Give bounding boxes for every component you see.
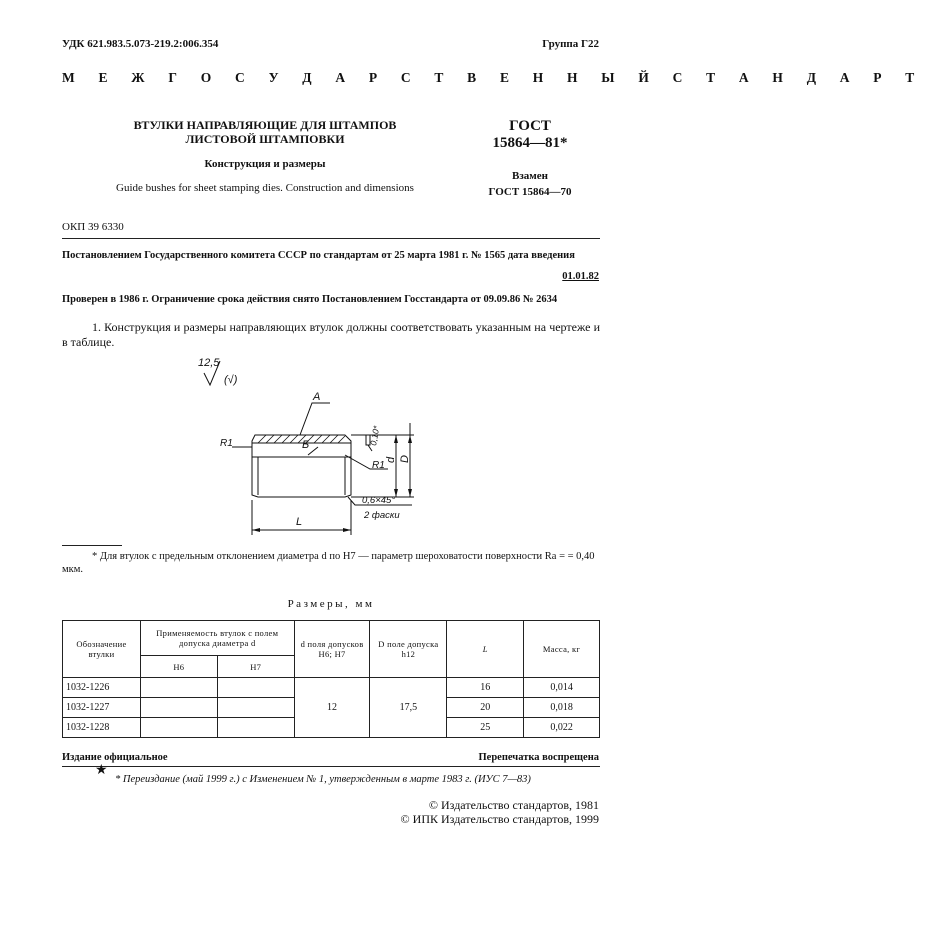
- gost-number: 15864—81*: [492, 135, 568, 151]
- cell-h6: [140, 698, 217, 718]
- replaces-number: ГОСТ 15864—70: [488, 186, 572, 198]
- label-chamfer-count: 2 фаски: [364, 510, 400, 521]
- cell-L: 25: [447, 718, 524, 738]
- table-row: [63, 678, 600, 698]
- footnote: * Для втулок с предельным отклонением диаметра d по Н7 — параметр шероховатости поверхности Ra = = 0,40 мкм.: [62, 551, 595, 575]
- footer-divider: [62, 766, 600, 767]
- cell-L: 20: [447, 698, 524, 718]
- standard-type: М Е Ж Г О С У Д А Р С Т В Е Н Н Ы Й С Т А Н Д А Р Т: [62, 70, 925, 85]
- title-line-2: ЛИСТОВОЙ ШТАМПОВКИ: [185, 132, 345, 146]
- label-r1-left: R1: [220, 438, 233, 449]
- cell-d-value: 12: [294, 678, 370, 738]
- leader-b: [308, 447, 318, 455]
- okp-code: ОКП 39 6330: [62, 221, 124, 233]
- bush-drawing: [190, 355, 430, 545]
- cell-h6: [140, 678, 217, 698]
- roughness-value: 12,5: [198, 357, 220, 369]
- header-applicability: Применяемость втулок с полем допуска диаметра d: [140, 621, 294, 656]
- group-code: Группа Г22: [542, 38, 599, 50]
- footnote-divider: [62, 545, 122, 546]
- cell-designation: 1032-1227: [63, 698, 141, 718]
- label-r1-right: R1: [372, 460, 385, 471]
- table-caption: Размеры, мм: [287, 598, 375, 610]
- copyright-1: © Издательство стандартов, 1981: [428, 798, 599, 812]
- label-b: Б: [302, 439, 310, 451]
- reprint-label: Перепечатка воспрещена: [478, 752, 599, 763]
- cell-h7: [217, 698, 294, 718]
- cell-h7: [217, 678, 294, 698]
- label-D: D: [399, 455, 411, 463]
- label-tolerance: 0,10*: [368, 425, 382, 447]
- cell-L: 16: [447, 678, 524, 698]
- date-introduced: 01.01.82: [562, 271, 599, 282]
- title-line-1: ВТУЛКИ НАПРАВЛЯЮЩИЕ ДЛЯ ШТАМПОВ: [133, 118, 397, 132]
- label-L: L: [296, 516, 303, 528]
- label-chamfer: 0,6×45°: [362, 495, 396, 506]
- cell-h7: [217, 718, 294, 738]
- label-d: d: [385, 456, 397, 463]
- checked-text: Проверен в 1986 г. Ограничение срока действия снято Постановлением Госстандарта от 09.09.86 № 2634: [62, 294, 558, 305]
- header-h6: Н6: [140, 656, 217, 678]
- copyright-2: © ИПК Издательство стандартов, 1999: [400, 812, 599, 826]
- replaces-block: [470, 168, 590, 200]
- divider: [62, 238, 600, 239]
- udk-code: УДК 621.983.5.073-219.2:006.354: [62, 38, 219, 50]
- roughness-paren: (√): [224, 374, 238, 386]
- edition-label: Издание официальное: [62, 752, 168, 763]
- cell-mass: 0,014: [524, 678, 600, 698]
- dimensions-table: [62, 620, 600, 738]
- header-L: L: [447, 621, 524, 678]
- decree-text: Постановлением Государственного комитета СССР по стандартам от 25 марта 1981 г. № 1565 дата введения: [62, 250, 575, 261]
- reissue-note: * Переиздание (май 1999 г.) с Изменением № 1, утвержденным в марте 1983 г. (ИУС 7—83): [115, 774, 531, 785]
- copyright-block: [299, 798, 599, 826]
- cell-mass: 0,018: [524, 698, 600, 718]
- header-h7: Н7: [217, 656, 294, 678]
- label-a: A: [313, 391, 321, 403]
- english-title: Guide bushes for sheet stamping dies. Construction and dimensions: [116, 182, 414, 194]
- cell-h6: [140, 718, 217, 738]
- header-mass: Масса, кг: [524, 621, 600, 678]
- document-subtitle: Конструкция и размеры: [204, 158, 326, 170]
- header-d: d поля допусков Н6; Н7: [294, 621, 370, 678]
- gost-label: ГОСТ: [509, 118, 551, 134]
- header-D: D поле допуска h12: [370, 621, 447, 678]
- cell-designation: 1032-1226: [63, 678, 141, 698]
- star-icon: ★: [95, 763, 108, 778]
- header-designation: Обозначение втулки: [63, 621, 141, 678]
- paragraph-1: 1. Конструкция и размеры направляющих втулок должны соответствовать указанным на чертеже и в таблице.: [62, 320, 600, 349]
- cell-mass: 0,022: [524, 718, 600, 738]
- replaces-label: Взамен: [512, 170, 548, 182]
- gost-block: [470, 118, 590, 152]
- cell-designation: 1032-1228: [63, 718, 141, 738]
- leader-a: [300, 403, 330, 435]
- cell-D-value: 17,5: [370, 678, 447, 738]
- document-title: [100, 118, 430, 146]
